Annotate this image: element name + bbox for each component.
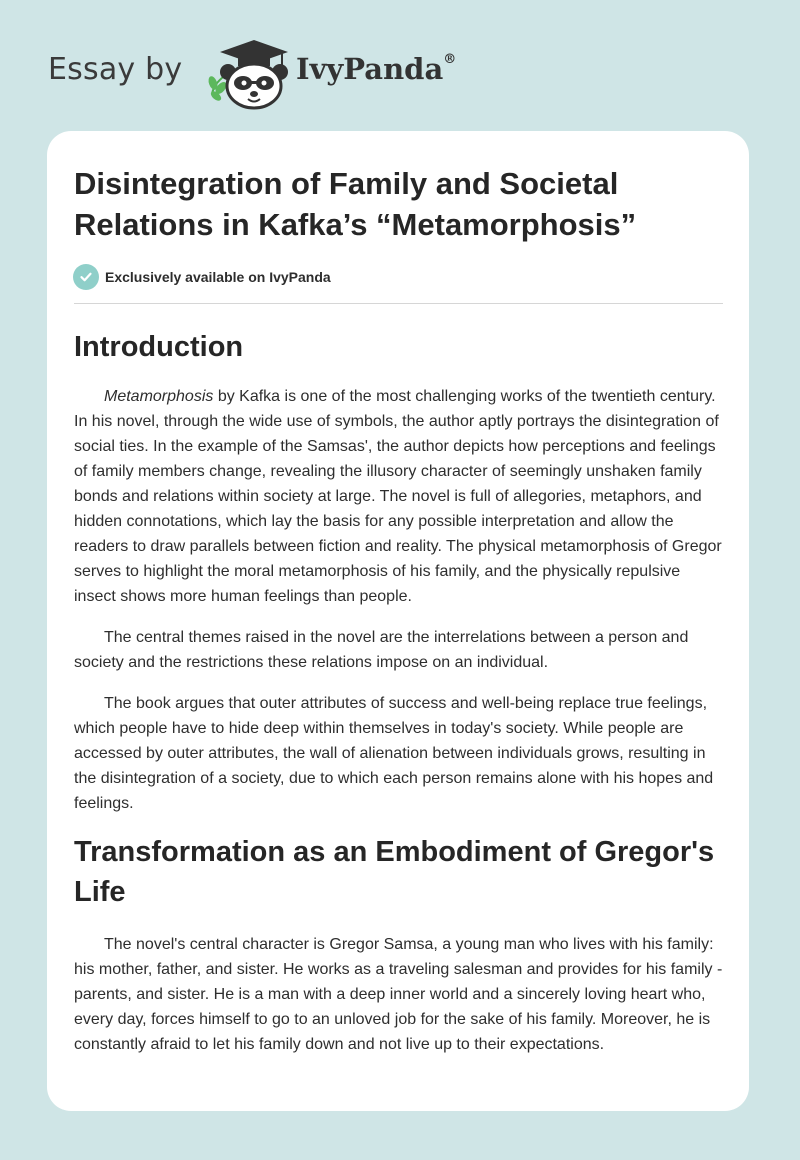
brand-header[interactable] [48, 34, 468, 110]
check-circle-icon [73, 264, 99, 290]
paragraph: The book argues that outer attributes of success and well-being replace true feelings, which people have to hide deep within themselves in today's society. While people are accessed by outer attributes, the wall of alienation between individuals grows, resulting in the disintegration of a society, due to which each person remains alone with his hopes and feelings. [74, 695, 714, 812]
registered-mark: ® [443, 52, 457, 67]
paragraph: Metamorphosis by Kafka is one of the most challenging works of the twentieth century. In his novel, through the wide use of symbols, the author aptly portrays the disintegration of social ties. In the example of the Samsas', the author depicts how perceptions and feelings of family members change, revealing the illusory character of seemingly unshaken family bonds and relations within society at large. The novel is full of allegories, metaphors, and hidden connotations, which lay the basis for any possible interpretation and allow the readers to draw parallels between fiction and reality. The physical metamorphosis of Gregor serves to highlight the moral metamorphosis of his family, and the physically repulsive insect shows more human feelings than people. [74, 388, 722, 605]
essay-title: Disintegration of Family and Societal Relations in Kafka’s “Metamorphosis” [74, 166, 637, 242]
brand-name: IvyPanda® [296, 52, 457, 86]
panda-graduate-logo-icon [204, 36, 290, 110]
section-heading-transformation: Transformation as an Embodiment of Gregor's Life [74, 836, 715, 908]
section-heading-introduction: Introduction [74, 331, 244, 363]
essay-body [74, 327, 724, 1057]
exclusive-badge [73, 264, 331, 290]
badge-text: Exclusively available on IvyPanda [105, 269, 331, 285]
paragraph: The central themes raised in the novel are the interrelations between a person and society and the restrictions these relations impose on an individual. [74, 629, 689, 671]
divider [74, 303, 723, 304]
essay-card [47, 131, 749, 1111]
paragraph: The novel's central character is Gregor Samsa, a young man who lives with his family: his mother, father, and sister. He works as a traveling salesman and provides for his family - parents, and sister. He is a man with a deep inner world and a sincerely loving heart who, every day, forces himself to go to an unloved job for the sake of his family. Moreover, he is constantly afraid to let his family down and not live up to their expectations. [74, 936, 723, 1053]
italic-title: Metamorphosis [104, 388, 214, 405]
brand-prefix: Essay by [48, 52, 183, 87]
